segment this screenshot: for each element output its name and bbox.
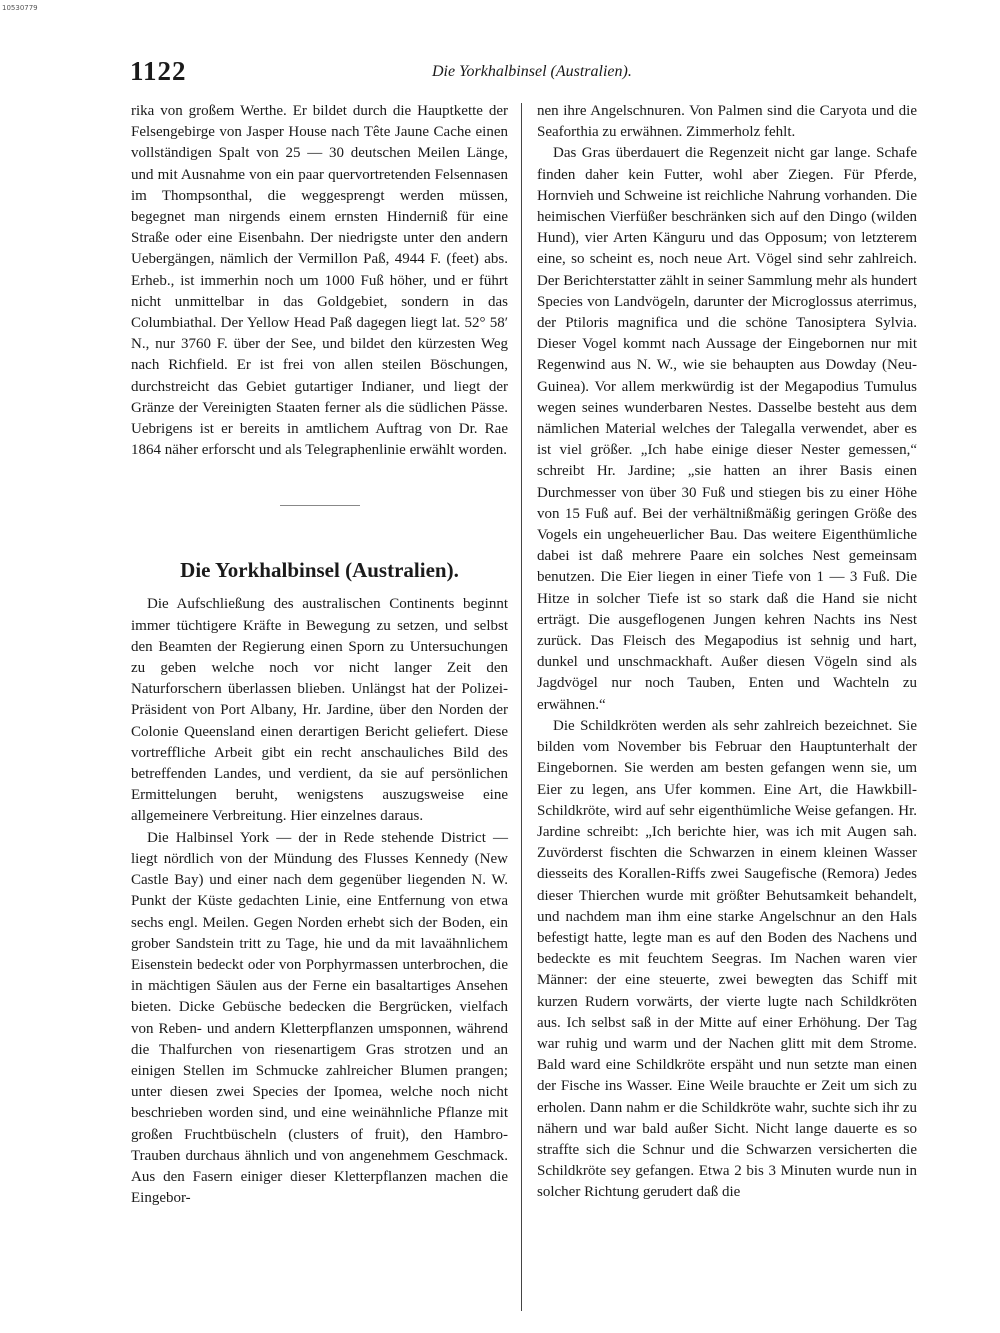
left-paragraph-1: rika von großem Werthe. Er bildet durch die Hauptkette der Felsengebirge von Jasper House nach Tête Jaune Cache einen vollständigen Spalt von 25 — 30 deutschen Meilen Länge, und mit Ausnahme von ein paar quervortretenden Felsennasen im Thompsonthal, die weggesprengt werden müssen, begegnet man nirgends einem ernsten Hinderniß für eine Straße oder eine Eisenbahn. Der niedrigste unter den andern Uebergängen, nämlich der Vermillon Paß, 4944 F. (feet) abs. Erheb., ist immerhin noch um 1000 Fuß höher, und er führt nicht unmittelbar in das Goldgebiet, sondern in das Columbiathal. Der Yellow Head Paß dagegen liegt lat. 52° 58′ N., nur 3760 F. über der See, und bildet den kürzesten Weg nach Richfield. Er ist frei von allen steilen Böschungen, durchstreicht das Gebiet gutartiger Indianer, und liegt der Gränze der Vereinigten Staaten ferner als die südlichen Pässe. Uebrigens ist er bereits in amtlichem Auftrag von Dr. Rae 1864 näher erforscht und als Telegraphenlinie erwählt worden. [131,103,508,459]
right-paragraph-2: Das Gras überdauert die Regenzeit nicht gar lange. Schafe finden daher kein Futter, wohl aber Ziegen. Für Pferde, Hornvieh und Schweine ist reichliche Nahrung vorhanden. Die heimischen Vierfüßer beschränken sich auf den Dingo (wilden Hund), vier Arten Känguru und das Opposum; von letzterem eine, so scheint es, noch neue Art. Vögel sind sehr zahlreich. Der Berichterstatter zählt in seiner Sammlung mehr als hundert Species von Landvögeln, darunter der Microglossus aterrimus, der Ptiloris magnifica und die schöne Tanosiptera Sylvia. Dieser Vogel kommt nach Aussage der Eingebornen nur mit Regenwind aus N. W., wie sie behaupten aus Dowday (Neu-Guinea). Vor allem merkwürdig ist der Megapodius Tumulus wegen seines wunderbaren Nestes. Dasselbe besteht aus dem nämlichen Material welches der Talegalla verwendet, aber es ist viel größer. „Ich habe einige dieser Nester gemessen,“ schreibt Hr. Jardine; „sie hatten an ihrer Basis einen Durchmesser von über 30 Fuß und stiegen bis zu einer Höhe von 15 Fuß auf. Bei der verhältnißmäßig geringen Größe des Vogels ein ungeheuerlicher Bau. Das weitere Eigenthümliche dabei ist daß mehrere Paare ein solches Nest gemeinsam benutzen. Die Eier liegen in einer Tiefe von 1 — 3 Fuß. Die Hitze in solcher Tiefe ist so stark daß die Hand sie nicht erträgt. Die ausgeflogenen Jungen kehren Nachts ins Nest zurück. Das Fleisch des Megapodius ist sehnig und hart, dunkel und unschmackhaft. Außer diesen Vögeln sind als Jagdvögel nur noch Tauben, Enten und Wachteln zu erwähnen.“ [537,145,917,713]
right-paragraph-1: nen ihre Angelschnuren. Von Palmen sind die Caryota und die Seaforthia zu erwähnen. Zimmerholz fehlt. [537,103,917,141]
running-head: Die Yorkhalbinsel (Australien). [432,63,632,80]
left-column [131,101,508,1209]
article-title: Die Yorkhalbinsel (Australien). [180,558,459,583]
right-column [537,101,917,1204]
left-paragraph-2: Die Aufschließung des australischen Continents beginnt immer tüchtigere Kräfte in Bewegung zu setzen, und selbst den Beamten der Regierung einen Sporn zu Untersuchungen zu geben welche noch vor nicht langer Zeit den Naturforschern überlassen blieben. Unlängst hat der Polizei-Präsident von Port Albany, Hr. Jardine, über den Norden der Colonie Queensland einen derartigen Bericht geliefert. Diese vortreffliche Arbeit gibt ein recht anschauliches Bild des betreffenden Landes, und verdient, da sie auf persönlichen Ermittelungen beruht, wenigstens auszugsweise eine allgemeinere Verbreitung. Hier einzelnes daraus. [131,596,508,825]
page-id: 10530779 [2,4,38,12]
right-paragraph-3: Die Schildkröten werden als sehr zahlreich bezeichnet. Sie bilden vom November bis Februar den Hauptunterhalt der Eingebornen. Sie werden am besten gefangen wenn sie, um Eier zu legen, ans Ufer kommen. Eine Art, die Hawkbill-Schildkröte, wird auf sehr eigenthümliche Weise gefangen. Hr. Jardine schreibt: „Ich berichte hier, was ich mit Augen sah. Zuvörderst fischten die Schwarzen in einem kleinen Wasser diesseits des Korallen-Riffs zwei Saugefische (Remora) Jedes dieser Thierchen wurde mit größter Behutsamkeit behandelt, und nachdem man ihm eine starke Angelschnur an den Hals befestigt hatte, legte man es auf den Boden des Nachens und bedeckte es mit feuchtem Seegras. Im Nachen waren vier Männer: der eine steuerte, zwei bewegten das Schiff mit kurzen Rudern vorwärts, der vierte lugte nach Schildkröten aus. Ich selbst saß in der Mitte auf einer Erhöhung. Der Tag war ruhig und warm und der Nachen glitt mit dem Strome. Bald ward eine Schildkröte erspäht und nun setzte man einen der Fische ins Wasser. Eine Weile brauchte er Zeit um sich zu erholen. Dann nahm er die Schildkröte wahr, suchte sich ihr zu nähern und war bald außer Sicht. Nicht lange dauerte es so straffte sich die Schnur und die Schwarzen versicherten die Schildkröte sey gefangen. Etwa 2 bis 3 Minuten wurde nun in solcher Richtung gerudert daß die [537,717,917,1201]
left-paragraph-3: Die Halbinsel York — der in Rede stehende District — liegt nördlich von der Mündung des Flusses Kennedy (New Castle Bay) und einer nach dem gegenüber liegenden N. W. Punkt der Küste gedachten Linie, eine Entfernung von etwa sechs engl. Meilen. Gegen Norden erhebt sich der Boden, ein grober Sandstein tritt zu Tage, hie und da mit lavaähnlichem Eisenstein bedeckt oder von Porphyrmassen unterbrochen, die in mächtigen Säulen aus der Ferne ein basaltartiges Ansehen bieten. Dicke Gebüsche bedecken die Bergrücken, vielfach von Reben- und andern Kletterpflanzen umsponnen, während die Thalfurchen von riesenartigem Gras strotzen und an einigen Stellen im Schmucke zahlreicher Blumen prangen; unter diesen zwei Species der Ipomea, welche noch nicht beschrieben worden sind, und eine weinähnliche Pflanze mit großen Fruchtbüscheln (clusters of fruit), den Hambro-Trauben durchaus ähnlich und von angenehmem Geschmack. Aus den Fasern einiger dieser Kletterpflanzen machen die Eingebor- [131,829,508,1207]
column-rule [521,103,522,1311]
page-number: 1122 [130,56,187,86]
section-divider [280,505,360,506]
